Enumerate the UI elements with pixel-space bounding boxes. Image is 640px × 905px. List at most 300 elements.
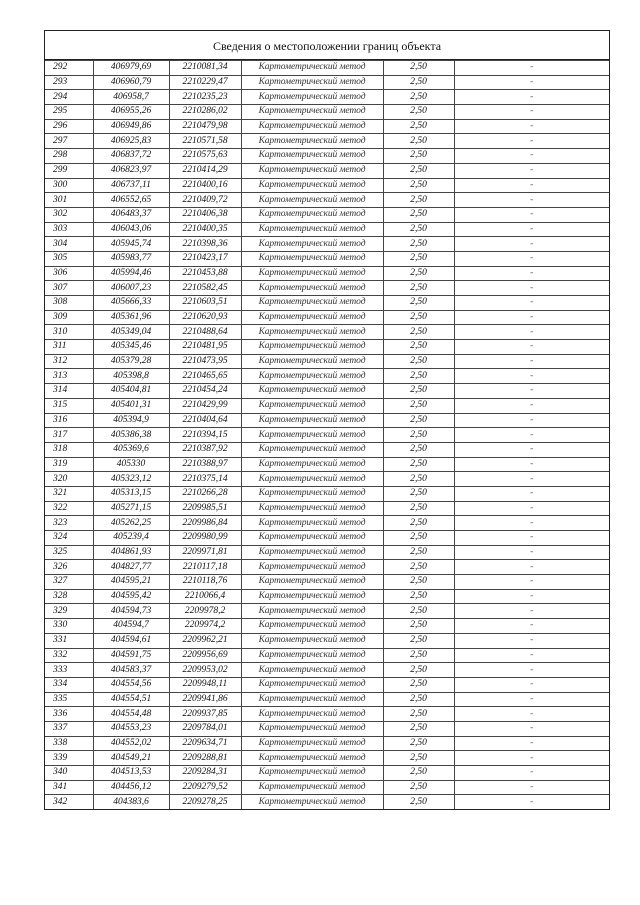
method-cell: Картометрический метод [241, 413, 383, 428]
page-title: Сведения о местоположении границ объекта [45, 31, 609, 60]
x-coordinate-cell: 405394,9 [93, 413, 169, 428]
method-cell: Картометрический метод [241, 384, 383, 399]
y-coordinate-cell: 2210454,24 [169, 384, 241, 399]
point-number-cell: 327 [45, 575, 93, 590]
accuracy-cell: 2,50 [383, 721, 454, 736]
point-number-cell: 332 [45, 648, 93, 663]
method-cell: Картометрический метод [241, 369, 383, 384]
table-row [45, 163, 609, 178]
point-number-cell: 295 [45, 105, 93, 120]
y-coordinate-cell: 2209634,71 [169, 736, 241, 751]
x-coordinate-cell: 405404,81 [93, 384, 169, 399]
accuracy-cell: 2,50 [383, 766, 454, 781]
accuracy-cell: 2,50 [383, 501, 454, 516]
accuracy-cell: 2,50 [383, 105, 454, 120]
accuracy-cell: 2,50 [383, 163, 454, 178]
y-coordinate-cell: 2210429,99 [169, 398, 241, 413]
method-cell: Картометрический метод [241, 707, 383, 722]
table-row [45, 751, 609, 766]
x-coordinate-cell: 405401,31 [93, 398, 169, 413]
point-number-cell: 305 [45, 251, 93, 266]
y-coordinate-cell: 2209278,25 [169, 795, 241, 809]
method-cell: Картометрический метод [241, 736, 383, 751]
accuracy-cell: 2,50 [383, 707, 454, 722]
x-coordinate-cell: 404827,77 [93, 560, 169, 575]
method-cell: Картометрический метод [241, 193, 383, 208]
accuracy-cell: 2,50 [383, 575, 454, 590]
accuracy-cell: 2,50 [383, 178, 454, 193]
table-row [45, 61, 609, 76]
accuracy-cell: 2,50 [383, 134, 454, 149]
point-number-cell: 297 [45, 134, 93, 149]
accuracy-cell: 2,50 [383, 442, 454, 457]
x-coordinate-cell: 405323,12 [93, 472, 169, 487]
accuracy-cell: 2,50 [383, 619, 454, 634]
x-coordinate-cell: 404595,21 [93, 575, 169, 590]
y-coordinate-cell: 2209971,81 [169, 545, 241, 560]
y-coordinate-cell: 2210406,38 [169, 207, 241, 222]
x-coordinate-cell: 405369,6 [93, 442, 169, 457]
x-coordinate-cell: 405386,38 [93, 428, 169, 443]
description-cell: - [454, 413, 609, 428]
method-cell: Картометрический метод [241, 398, 383, 413]
y-coordinate-cell: 2210400,16 [169, 178, 241, 193]
description-cell: - [454, 457, 609, 472]
method-cell: Картометрический метод [241, 516, 383, 531]
description-cell: - [454, 428, 609, 443]
accuracy-cell: 2,50 [383, 75, 454, 90]
description-cell: - [454, 251, 609, 266]
x-coordinate-cell: 406483,37 [93, 207, 169, 222]
point-number-cell: 319 [45, 457, 93, 472]
description-cell: - [454, 193, 609, 208]
method-cell: Картометрический метод [241, 780, 383, 795]
accuracy-cell: 2,50 [383, 149, 454, 164]
point-number-cell: 330 [45, 619, 93, 634]
accuracy-cell: 2,50 [383, 61, 454, 76]
table-row [45, 795, 609, 809]
method-cell: Картометрический метод [241, 266, 383, 281]
method-cell: Картометрический метод [241, 296, 383, 311]
x-coordinate-cell: 405271,15 [93, 501, 169, 516]
x-coordinate-cell: 405983,77 [93, 251, 169, 266]
accuracy-cell: 2,50 [383, 736, 454, 751]
y-coordinate-cell: 2210620,93 [169, 310, 241, 325]
x-coordinate-cell: 404456,12 [93, 780, 169, 795]
accuracy-cell: 2,50 [383, 193, 454, 208]
point-number-cell: 341 [45, 780, 93, 795]
x-coordinate-cell: 406737,11 [93, 178, 169, 193]
description-cell: - [454, 751, 609, 766]
accuracy-cell: 2,50 [383, 531, 454, 546]
accuracy-cell: 2,50 [383, 677, 454, 692]
description-cell: - [454, 207, 609, 222]
x-coordinate-cell: 405313,15 [93, 486, 169, 501]
x-coordinate-cell: 406043,06 [93, 222, 169, 237]
table-row [45, 266, 609, 281]
y-coordinate-cell: 2210453,88 [169, 266, 241, 281]
accuracy-cell: 2,50 [383, 310, 454, 325]
point-number-cell: 342 [45, 795, 93, 809]
point-number-cell: 298 [45, 149, 93, 164]
point-number-cell: 302 [45, 207, 93, 222]
y-coordinate-cell: 2210603,51 [169, 296, 241, 311]
description-cell: - [454, 149, 609, 164]
description-cell: - [454, 134, 609, 149]
table-row [45, 472, 609, 487]
y-coordinate-cell: 2210081,34 [169, 61, 241, 76]
description-cell: - [454, 61, 609, 76]
point-number-cell: 337 [45, 721, 93, 736]
point-number-cell: 340 [45, 766, 93, 781]
description-cell: - [454, 648, 609, 663]
y-coordinate-cell: 2210400,35 [169, 222, 241, 237]
x-coordinate-cell: 404553,23 [93, 721, 169, 736]
y-coordinate-cell: 2210575,63 [169, 149, 241, 164]
description-cell: - [454, 281, 609, 296]
table-row [45, 589, 609, 604]
method-cell: Картометрический метод [241, 648, 383, 663]
point-number-cell: 317 [45, 428, 93, 443]
table-row [45, 663, 609, 678]
x-coordinate-cell: 406552,65 [93, 193, 169, 208]
x-coordinate-cell: 404595,42 [93, 589, 169, 604]
y-coordinate-cell: 2209962,21 [169, 633, 241, 648]
y-coordinate-cell: 2210479,98 [169, 119, 241, 134]
x-coordinate-cell: 405994,46 [93, 266, 169, 281]
y-coordinate-cell: 2210117,18 [169, 560, 241, 575]
point-number-cell: 316 [45, 413, 93, 428]
point-number-cell: 296 [45, 119, 93, 134]
accuracy-cell: 2,50 [383, 251, 454, 266]
method-cell: Картометрический метод [241, 251, 383, 266]
description-cell: - [454, 472, 609, 487]
table-row [45, 251, 609, 266]
boundary-coordinates-table [45, 60, 609, 809]
accuracy-cell: 2,50 [383, 325, 454, 340]
method-cell: Картометрический метод [241, 677, 383, 692]
table-row [45, 398, 609, 413]
table-row [45, 707, 609, 722]
x-coordinate-cell: 405398,8 [93, 369, 169, 384]
point-number-cell: 324 [45, 531, 93, 546]
document-sheet [44, 30, 610, 810]
table-row [45, 736, 609, 751]
table-row [45, 340, 609, 355]
method-cell: Картометрический метод [241, 75, 383, 90]
description-cell: - [454, 178, 609, 193]
y-coordinate-cell: 2209974,2 [169, 619, 241, 634]
table-row [45, 222, 609, 237]
table-row [45, 619, 609, 634]
accuracy-cell: 2,50 [383, 90, 454, 105]
point-number-cell: 321 [45, 486, 93, 501]
description-cell: - [454, 780, 609, 795]
accuracy-cell: 2,50 [383, 795, 454, 809]
table-row [45, 457, 609, 472]
point-number-cell: 312 [45, 354, 93, 369]
x-coordinate-cell: 406837,72 [93, 149, 169, 164]
x-coordinate-cell: 406925,83 [93, 134, 169, 149]
table-row [45, 531, 609, 546]
point-number-cell: 333 [45, 663, 93, 678]
table-row [45, 75, 609, 90]
y-coordinate-cell: 2210571,58 [169, 134, 241, 149]
method-cell: Картометрический метод [241, 90, 383, 105]
accuracy-cell: 2,50 [383, 751, 454, 766]
point-number-cell: 331 [45, 633, 93, 648]
description-cell: - [454, 575, 609, 590]
point-number-cell: 323 [45, 516, 93, 531]
table-row [45, 428, 609, 443]
x-coordinate-cell: 404549,21 [93, 751, 169, 766]
point-number-cell: 314 [45, 384, 93, 399]
table-row [45, 354, 609, 369]
x-coordinate-cell: 404594,7 [93, 619, 169, 634]
description-cell: - [454, 560, 609, 575]
table-row [45, 575, 609, 590]
accuracy-cell: 2,50 [383, 119, 454, 134]
table-row [45, 90, 609, 105]
point-number-cell: 307 [45, 281, 93, 296]
x-coordinate-cell: 406823,97 [93, 163, 169, 178]
description-cell: - [454, 486, 609, 501]
method-cell: Картометрический метод [241, 105, 383, 120]
accuracy-cell: 2,50 [383, 413, 454, 428]
method-cell: Картометрический метод [241, 340, 383, 355]
x-coordinate-cell: 405379,28 [93, 354, 169, 369]
table-row [45, 501, 609, 516]
description-cell: - [454, 721, 609, 736]
table-row [45, 413, 609, 428]
point-number-cell: 322 [45, 501, 93, 516]
method-cell: Картометрический метод [241, 795, 383, 809]
table-row [45, 677, 609, 692]
method-cell: Картометрический метод [241, 178, 383, 193]
y-coordinate-cell: 2210118,76 [169, 575, 241, 590]
y-coordinate-cell: 2210394,15 [169, 428, 241, 443]
description-cell: - [454, 105, 609, 120]
point-number-cell: 301 [45, 193, 93, 208]
accuracy-cell: 2,50 [383, 266, 454, 281]
x-coordinate-cell: 404594,73 [93, 604, 169, 619]
description-cell: - [454, 692, 609, 707]
accuracy-cell: 2,50 [383, 237, 454, 252]
accuracy-cell: 2,50 [383, 207, 454, 222]
table-row [45, 207, 609, 222]
table-row [45, 560, 609, 575]
point-number-cell: 294 [45, 90, 93, 105]
y-coordinate-cell: 2210286,02 [169, 105, 241, 120]
table-row [45, 178, 609, 193]
method-cell: Картометрический метод [241, 604, 383, 619]
description-cell: - [454, 442, 609, 457]
method-cell: Картометрический метод [241, 560, 383, 575]
method-cell: Картометрический метод [241, 531, 383, 546]
x-coordinate-cell: 404552,02 [93, 736, 169, 751]
y-coordinate-cell: 2210235,23 [169, 90, 241, 105]
y-coordinate-cell: 2210404,64 [169, 413, 241, 428]
description-cell: - [454, 516, 609, 531]
x-coordinate-cell: 404861,93 [93, 545, 169, 560]
method-cell: Картометрический метод [241, 442, 383, 457]
table-row [45, 237, 609, 252]
table-row [45, 296, 609, 311]
method-cell: Картометрический метод [241, 619, 383, 634]
description-cell: - [454, 90, 609, 105]
accuracy-cell: 2,50 [383, 633, 454, 648]
y-coordinate-cell: 2210066,4 [169, 589, 241, 604]
table-row [45, 281, 609, 296]
x-coordinate-cell: 405349,04 [93, 325, 169, 340]
accuracy-cell: 2,50 [383, 663, 454, 678]
table-row [45, 134, 609, 149]
table-row [45, 545, 609, 560]
accuracy-cell: 2,50 [383, 648, 454, 663]
x-coordinate-cell: 406949,86 [93, 119, 169, 134]
description-cell: - [454, 677, 609, 692]
method-cell: Картометрический метод [241, 61, 383, 76]
table-row [45, 149, 609, 164]
x-coordinate-cell: 405361,96 [93, 310, 169, 325]
point-number-cell: 293 [45, 75, 93, 90]
method-cell: Картометрический метод [241, 163, 383, 178]
description-cell: - [454, 707, 609, 722]
point-number-cell: 313 [45, 369, 93, 384]
method-cell: Картометрический метод [241, 472, 383, 487]
method-cell: Картометрический метод [241, 237, 383, 252]
x-coordinate-cell: 404383,6 [93, 795, 169, 809]
accuracy-cell: 2,50 [383, 222, 454, 237]
point-number-cell: 303 [45, 222, 93, 237]
description-cell: - [454, 545, 609, 560]
accuracy-cell: 2,50 [383, 340, 454, 355]
description-cell: - [454, 398, 609, 413]
table-row [45, 369, 609, 384]
y-coordinate-cell: 2209937,85 [169, 707, 241, 722]
method-cell: Картометрический метод [241, 692, 383, 707]
description-cell: - [454, 663, 609, 678]
accuracy-cell: 2,50 [383, 472, 454, 487]
point-number-cell: 304 [45, 237, 93, 252]
table-row [45, 648, 609, 663]
table-row [45, 119, 609, 134]
table-row [45, 692, 609, 707]
x-coordinate-cell: 406960,79 [93, 75, 169, 90]
description-cell: - [454, 531, 609, 546]
point-number-cell: 325 [45, 545, 93, 560]
y-coordinate-cell: 2210398,36 [169, 237, 241, 252]
description-cell: - [454, 266, 609, 281]
description-cell: - [454, 369, 609, 384]
table-row [45, 633, 609, 648]
description-cell: - [454, 795, 609, 809]
x-coordinate-cell: 404554,56 [93, 677, 169, 692]
description-cell: - [454, 354, 609, 369]
x-coordinate-cell: 404554,51 [93, 692, 169, 707]
y-coordinate-cell: 2210388,97 [169, 457, 241, 472]
point-number-cell: 335 [45, 692, 93, 707]
method-cell: Картометрический метод [241, 222, 383, 237]
point-number-cell: 292 [45, 61, 93, 76]
method-cell: Картометрический метод [241, 207, 383, 222]
x-coordinate-cell: 404591,75 [93, 648, 169, 663]
description-cell: - [454, 619, 609, 634]
y-coordinate-cell: 2209279,52 [169, 780, 241, 795]
x-coordinate-cell: 405345,46 [93, 340, 169, 355]
accuracy-cell: 2,50 [383, 428, 454, 443]
description-cell: - [454, 325, 609, 340]
y-coordinate-cell: 2210465,65 [169, 369, 241, 384]
x-coordinate-cell: 404583,37 [93, 663, 169, 678]
method-cell: Картометрический метод [241, 119, 383, 134]
x-coordinate-cell: 405239,4 [93, 531, 169, 546]
description-cell: - [454, 163, 609, 178]
table-row [45, 310, 609, 325]
y-coordinate-cell: 2210423,17 [169, 251, 241, 266]
x-coordinate-cell: 406007,23 [93, 281, 169, 296]
point-number-cell: 336 [45, 707, 93, 722]
table-row [45, 604, 609, 619]
y-coordinate-cell: 2210375,14 [169, 472, 241, 487]
point-number-cell: 299 [45, 163, 93, 178]
accuracy-cell: 2,50 [383, 692, 454, 707]
method-cell: Картометрический метод [241, 589, 383, 604]
method-cell: Картометрический метод [241, 486, 383, 501]
method-cell: Картометрический метод [241, 633, 383, 648]
y-coordinate-cell: 2209986,84 [169, 516, 241, 531]
point-number-cell: 306 [45, 266, 93, 281]
method-cell: Картометрический метод [241, 457, 383, 472]
point-number-cell: 339 [45, 751, 93, 766]
accuracy-cell: 2,50 [383, 486, 454, 501]
y-coordinate-cell: 2209941,86 [169, 692, 241, 707]
accuracy-cell: 2,50 [383, 560, 454, 575]
y-coordinate-cell: 2210582,45 [169, 281, 241, 296]
x-coordinate-cell: 406979,69 [93, 61, 169, 76]
y-coordinate-cell: 2210266,28 [169, 486, 241, 501]
description-cell: - [454, 766, 609, 781]
accuracy-cell: 2,50 [383, 384, 454, 399]
description-cell: - [454, 119, 609, 134]
method-cell: Картометрический метод [241, 354, 383, 369]
y-coordinate-cell: 2210387,92 [169, 442, 241, 457]
method-cell: Картометрический метод [241, 325, 383, 340]
description-cell: - [454, 589, 609, 604]
method-cell: Картометрический метод [241, 575, 383, 590]
method-cell: Картометрический метод [241, 149, 383, 164]
y-coordinate-cell: 2210481,95 [169, 340, 241, 355]
accuracy-cell: 2,50 [383, 398, 454, 413]
method-cell: Картометрический метод [241, 766, 383, 781]
y-coordinate-cell: 2209985,51 [169, 501, 241, 516]
table-row [45, 325, 609, 340]
accuracy-cell: 2,50 [383, 604, 454, 619]
y-coordinate-cell: 2210229,47 [169, 75, 241, 90]
description-cell: - [454, 633, 609, 648]
point-number-cell: 309 [45, 310, 93, 325]
table-row [45, 780, 609, 795]
table-row [45, 442, 609, 457]
table-row [45, 193, 609, 208]
description-cell: - [454, 604, 609, 619]
description-cell: - [454, 310, 609, 325]
y-coordinate-cell: 2210488,64 [169, 325, 241, 340]
point-number-cell: 328 [45, 589, 93, 604]
point-number-cell: 308 [45, 296, 93, 311]
y-coordinate-cell: 2209956,69 [169, 648, 241, 663]
table-row [45, 486, 609, 501]
